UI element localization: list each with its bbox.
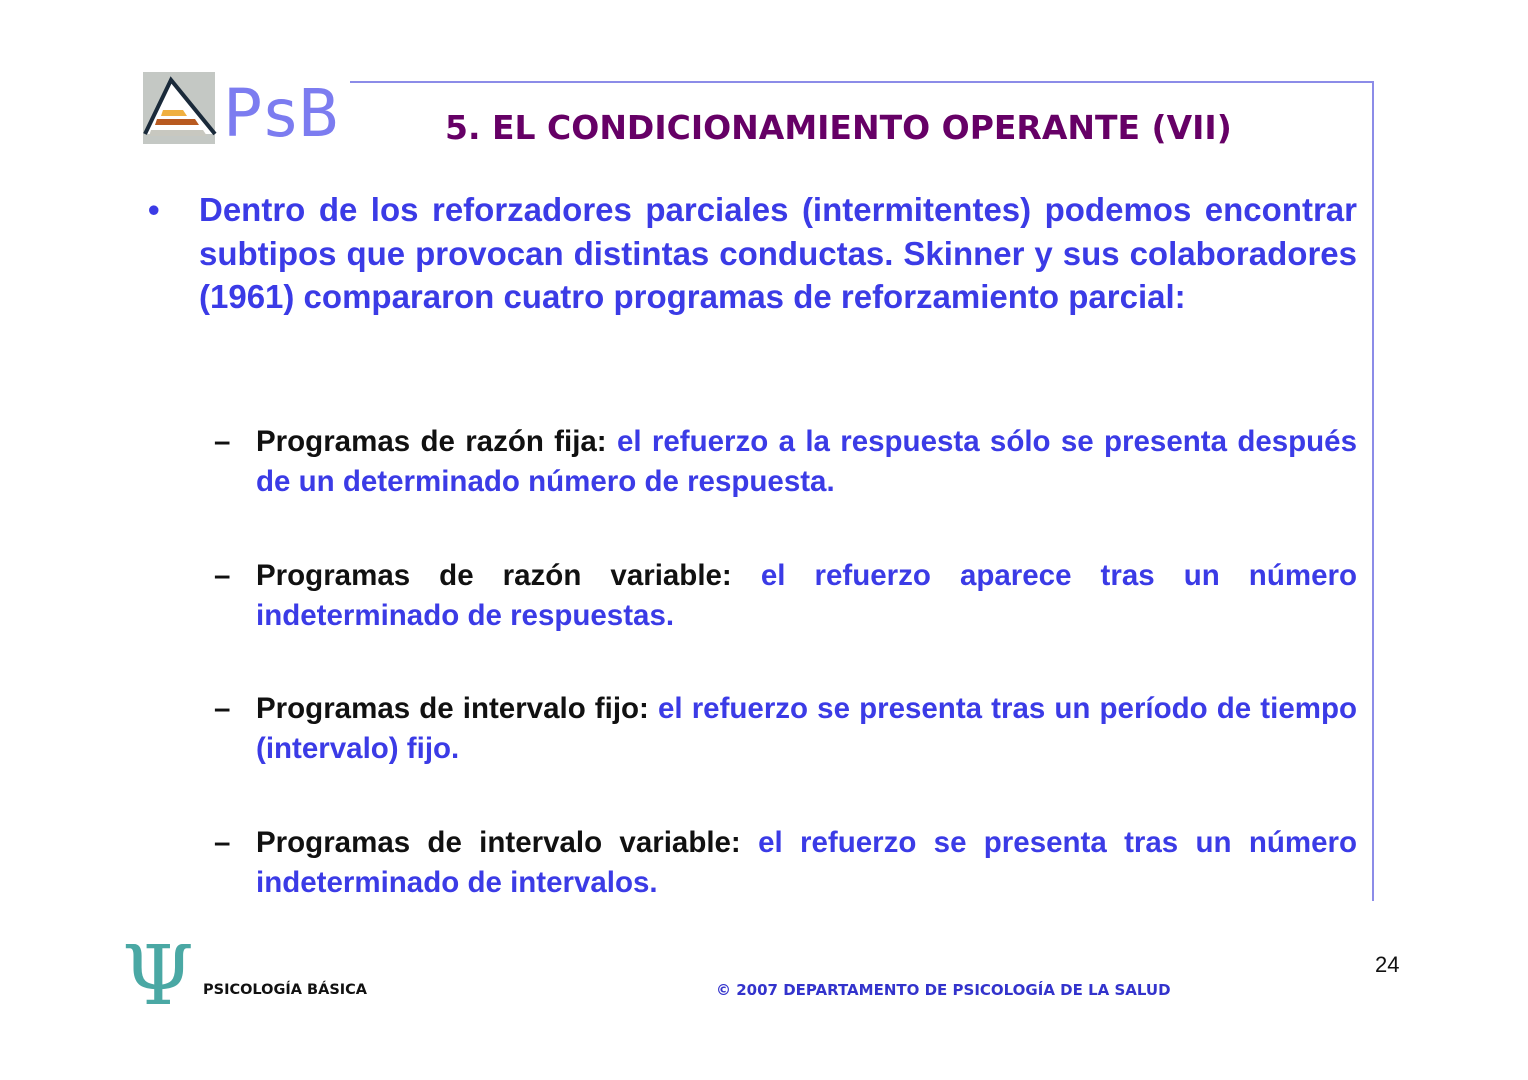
intro-paragraph: Dentro de los reforzadores parciales (intermitentes) podemos encontrar subtipos que provocan distintas conductas. Skinner y sus colaboradores (1961) compararon cuatro programas de reforzamiento parcial:	[199, 191, 1357, 315]
dash-icon: –	[214, 692, 231, 725]
dash-icon: –	[214, 425, 231, 458]
triangle-logo-icon	[143, 72, 217, 146]
psb-logo	[143, 72, 343, 152]
psi-logo-icon: Ψ	[122, 929, 194, 1024]
slide-title: 5. EL CONDICIONAMIENTO OPERANTE (VII)	[445, 108, 1232, 147]
item-text: el refuerzo se presenta tras un número indeterminado de intervalos.	[256, 826, 1358, 899]
list-item	[256, 823, 1357, 903]
item-label: Programas de intervalo fijo:	[256, 692, 649, 725]
item-label: Programas de intervalo variable:	[256, 826, 741, 859]
list-item	[256, 556, 1357, 636]
frame-right-line	[1372, 81, 1374, 901]
item-label: Programas de razón variable:	[256, 559, 732, 592]
item-text: el refuerzo aparece tras un número indeterminado de respuestas.	[256, 559, 1357, 632]
list-item	[256, 422, 1357, 502]
dash-icon: –	[214, 826, 231, 859]
list-item	[256, 689, 1357, 769]
bullet-icon: •	[148, 191, 160, 228]
dash-icon: –	[214, 559, 231, 592]
footer-course: PSICOLOGÍA BÁSICA	[203, 982, 368, 998]
footer-copyright: © 2007 DEPARTAMENTO DE PSICOLOGÍA DE LA SALUD	[716, 981, 1171, 999]
item-text: el refuerzo a la respuesta sólo se presenta después de un determinado número de respuesta.	[256, 425, 1358, 498]
item-text: el refuerzo se presenta tras un período de tiempo (intervalo) fijo.	[256, 692, 1358, 765]
item-label: Programas de razón fija:	[256, 425, 607, 458]
page-number: 24	[1375, 952, 1400, 977]
logo-text: PsB	[223, 75, 337, 152]
frame-top-line	[350, 81, 1374, 83]
